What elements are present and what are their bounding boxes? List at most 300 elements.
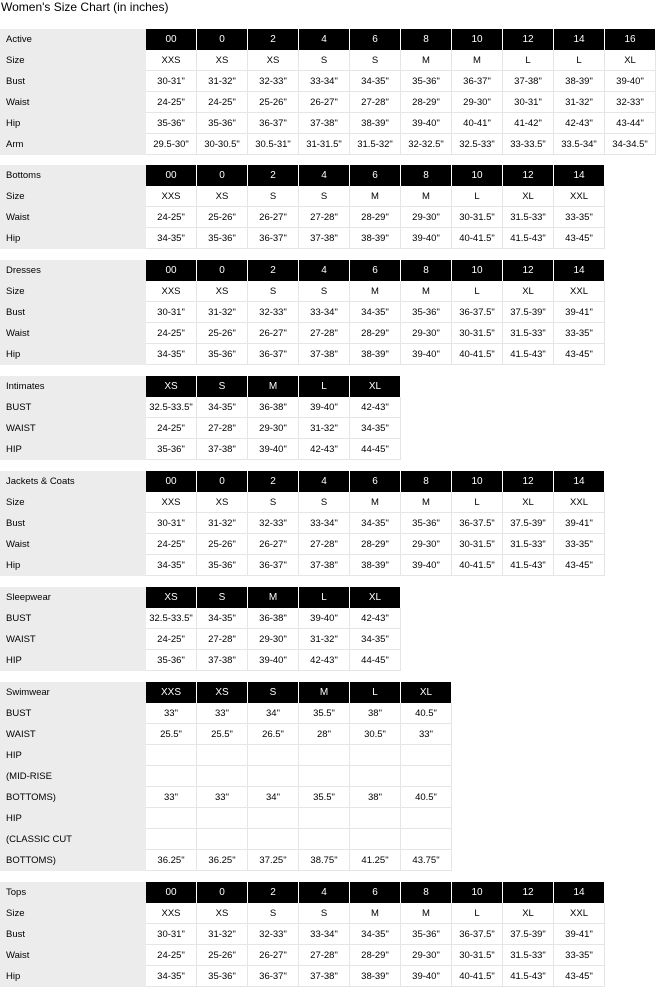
measurement-label: HIP: [0, 650, 146, 671]
size-header-cell: 14: [554, 471, 605, 492]
measurement-cell: 37-38": [299, 966, 350, 987]
measurement-label: Bust: [0, 71, 146, 92]
measurement-cell: 38": [350, 703, 401, 724]
size-header-cell: XXS: [146, 682, 197, 703]
measurement-cell: 24-25": [146, 534, 197, 555]
measurement-label: BUST: [0, 703, 146, 724]
measurement-cell: 29.5-30": [146, 134, 197, 155]
measurement-cell: [197, 745, 248, 766]
measurement-cell: 37.5-39": [503, 513, 554, 534]
measurement-cell: 35-36": [197, 228, 248, 249]
measurement-label: WAIST: [0, 418, 146, 439]
measurement-cell: 24-25": [146, 629, 197, 650]
measurement-cell: 31.5-33": [503, 207, 554, 228]
measurement-cell: 33-35": [554, 534, 605, 555]
measurement-cell: 36-37": [248, 113, 299, 134]
measurement-cell: 35-36": [401, 71, 452, 92]
measurement-cell: 33-34": [299, 71, 350, 92]
measurement-cell: 34-35": [350, 513, 401, 534]
measurement-cell: 38-39": [350, 966, 401, 987]
measurement-cell: 32.5-33.5": [146, 608, 197, 629]
measurement-cell: 42-43": [350, 608, 401, 629]
measurement-cell: 37-38": [299, 113, 350, 134]
measurement-cell: 29-30": [401, 323, 452, 344]
size-header-cell: L: [299, 587, 350, 608]
measurement-cell: 27-28": [197, 418, 248, 439]
size-header-cell: 6: [350, 471, 401, 492]
measurement-cell: 33": [146, 703, 197, 724]
measurement-cell: 38": [350, 787, 401, 808]
measurement-cell: 34": [248, 703, 299, 724]
size-header-cell: 10: [452, 29, 503, 50]
measurement-cell: 38.75": [299, 850, 350, 871]
measurement-cell: 44-45": [350, 439, 401, 460]
size-header-cell: L: [299, 376, 350, 397]
measurement-cell: 25-26": [197, 207, 248, 228]
measurement-label: Hip: [0, 555, 146, 576]
measurement-cell: 33-34": [299, 302, 350, 323]
measurement-cell: 30-30.5": [197, 134, 248, 155]
measurement-cell: 37.5-39": [503, 924, 554, 945]
measurement-cell: 27-28": [350, 92, 401, 113]
measurement-label: Waist: [0, 92, 146, 113]
measurement-cell: M: [350, 281, 401, 302]
measurement-cell: 34-35": [350, 71, 401, 92]
measurement-cell: 39-40": [248, 439, 299, 460]
measurement-cell: 31.5-33": [503, 323, 554, 344]
measurement-cell: 43.75": [401, 850, 452, 871]
measurement-cell: 35-36": [197, 113, 248, 134]
measurement-cell: 26-27": [248, 207, 299, 228]
measurement-cell: 29-30": [401, 945, 452, 966]
measurement-cell: 26-27": [248, 945, 299, 966]
measurement-cell: S: [299, 903, 350, 924]
measurement-cell: 27-28": [299, 207, 350, 228]
measurement-cell: 39-41": [554, 302, 605, 323]
measurement-cell: 33-35": [554, 323, 605, 344]
size-header-cell: XS: [146, 587, 197, 608]
measurement-cell: [146, 829, 197, 850]
measurement-label: BOTTOMS): [0, 850, 146, 871]
measurement-cell: [401, 829, 452, 850]
measurement-cell: 43-45": [554, 555, 605, 576]
measurement-cell: 33.5-34": [554, 134, 605, 155]
measurement-cell: XL: [503, 903, 554, 924]
measurement-cell: 39-40": [299, 608, 350, 629]
measurement-cell: 30-31.5": [452, 323, 503, 344]
size-header-cell: 10: [452, 471, 503, 492]
measurement-cell: [197, 766, 248, 787]
measurement-cell: 33": [197, 703, 248, 724]
measurement-cell: 37-38": [299, 344, 350, 365]
measurement-cell: XXL: [554, 281, 605, 302]
measurement-cell: 31-32": [197, 513, 248, 534]
measurement-cell: S: [248, 281, 299, 302]
size-header-cell: 8: [401, 471, 452, 492]
measurement-cell: XL: [503, 492, 554, 513]
measurement-cell: 29-30": [248, 418, 299, 439]
measurement-cell: 37-38": [299, 228, 350, 249]
size-header-cell: 12: [503, 165, 554, 186]
size-header-cell: XS: [146, 376, 197, 397]
measurement-label: Hip: [0, 966, 146, 987]
measurement-cell: 28-29": [350, 534, 401, 555]
measurement-cell: 43-45": [554, 228, 605, 249]
measurement-cell: 44-45": [350, 650, 401, 671]
measurement-cell: [248, 808, 299, 829]
measurement-label: Waist: [0, 323, 146, 344]
size-header-cell: 14: [554, 260, 605, 281]
measurement-cell: 34-35": [197, 397, 248, 418]
measurement-label: BOTTOMS): [0, 787, 146, 808]
measurement-cell: 33-35": [554, 945, 605, 966]
size-header-cell: M: [248, 376, 299, 397]
measurement-cell: 32-33": [248, 302, 299, 323]
measurement-cell: 24-25": [146, 418, 197, 439]
measurement-label: Bust: [0, 513, 146, 534]
measurement-cell: XXS: [146, 492, 197, 513]
measurement-cell: [146, 745, 197, 766]
measurement-cell: 32.5-33": [452, 134, 503, 155]
size-header-cell: 2: [248, 165, 299, 186]
measurement-cell: 36-37": [248, 344, 299, 365]
size-header-cell: 14: [554, 882, 605, 903]
size-header-cell: 2: [248, 260, 299, 281]
measurement-cell: 30-31": [146, 924, 197, 945]
size-header-cell: 10: [452, 882, 503, 903]
measurement-cell: M: [401, 186, 452, 207]
measurement-cell: 31-32": [554, 92, 605, 113]
measurement-cell: S: [350, 50, 401, 71]
measurement-cell: 35-36": [401, 302, 452, 323]
measurement-cell: 36-38": [248, 608, 299, 629]
measurement-cell: M: [350, 186, 401, 207]
measurement-cell: XS: [197, 492, 248, 513]
measurement-cell: 39-40": [299, 397, 350, 418]
measurement-cell: 33-34": [299, 513, 350, 534]
measurement-cell: 31.5-32": [350, 134, 401, 155]
measurement-cell: 39-40": [248, 650, 299, 671]
size-header-cell: 2: [248, 29, 299, 50]
measurement-cell: 30-31": [146, 71, 197, 92]
measurement-label: Bust: [0, 302, 146, 323]
measurement-label: BUST: [0, 397, 146, 418]
measurement-label: Hip: [0, 113, 146, 134]
size-header-cell: XL: [401, 682, 452, 703]
measurement-cell: 34-35": [350, 629, 401, 650]
measurement-cell: 28-29": [350, 945, 401, 966]
size-header-cell: 6: [350, 165, 401, 186]
measurement-cell: 36-37": [452, 71, 503, 92]
measurement-cell: 34-35": [197, 608, 248, 629]
measurement-cell: 37.25": [248, 850, 299, 871]
measurement-cell: 31-32": [197, 924, 248, 945]
size-header-cell: 4: [299, 260, 350, 281]
measurement-cell: [197, 829, 248, 850]
measurement-cell: XS: [197, 903, 248, 924]
size-header-cell: 00: [146, 882, 197, 903]
size-header-cell: 00: [146, 260, 197, 281]
measurement-cell: 30-31.5": [452, 945, 503, 966]
measurement-label: Size: [0, 281, 146, 302]
measurement-cell: 28-29": [401, 92, 452, 113]
measurement-label: HIP: [0, 439, 146, 460]
measurement-cell: 36-38": [248, 397, 299, 418]
measurement-cell: XXS: [146, 186, 197, 207]
measurement-cell: S: [248, 186, 299, 207]
size-header-cell: 00: [146, 471, 197, 492]
measurement-cell: 32-33": [248, 513, 299, 534]
measurement-cell: [197, 808, 248, 829]
measurement-cell: M: [401, 281, 452, 302]
measurement-cell: 38-39": [554, 71, 605, 92]
measurement-cell: 38-39": [350, 228, 401, 249]
measurement-cell: 29-30": [401, 534, 452, 555]
measurement-label: Bust: [0, 924, 146, 945]
measurement-cell: [299, 808, 350, 829]
size-header-cell: 2: [248, 471, 299, 492]
measurement-cell: XXS: [146, 281, 197, 302]
measurement-cell: 35-36": [146, 439, 197, 460]
size-header-cell: 12: [503, 260, 554, 281]
measurement-cell: 24-25": [146, 92, 197, 113]
size-header-cell: 8: [401, 165, 452, 186]
measurement-cell: M: [401, 492, 452, 513]
size-header-cell: 2: [248, 882, 299, 903]
measurement-cell: 29-30": [248, 629, 299, 650]
measurement-cell: 40.5": [401, 787, 452, 808]
measurement-cell: XXS: [146, 903, 197, 924]
size-header-cell: 10: [452, 260, 503, 281]
page-title: Women's Size Chart (in inches): [1, 0, 169, 14]
size-header-cell: 8: [401, 29, 452, 50]
measurement-cell: M: [350, 903, 401, 924]
measurement-cell: 41-42": [503, 113, 554, 134]
measurement-cell: 30-31": [146, 302, 197, 323]
measurement-cell: 37-38": [299, 555, 350, 576]
measurement-cell: 31-31.5": [299, 134, 350, 155]
measurement-cell: 31-32": [197, 71, 248, 92]
measurement-cell: 35-36": [197, 344, 248, 365]
measurement-cell: 40-41": [452, 113, 503, 134]
category-name: Dresses: [0, 260, 146, 281]
measurement-cell: 30-31": [146, 513, 197, 534]
category-name: Sleepwear: [0, 587, 146, 608]
measurement-cell: L: [452, 281, 503, 302]
measurement-cell: XXS: [146, 50, 197, 71]
size-header-cell: 4: [299, 29, 350, 50]
measurement-cell: 36-37": [248, 555, 299, 576]
size-header-cell: S: [248, 682, 299, 703]
size-header-cell: 14: [554, 29, 605, 50]
measurement-cell: 42-43": [299, 439, 350, 460]
measurement-cell: 26.5": [248, 724, 299, 745]
measurement-cell: 38-39": [350, 113, 401, 134]
size-header-cell: 00: [146, 165, 197, 186]
measurement-cell: XXL: [554, 903, 605, 924]
measurement-cell: 35-36": [146, 113, 197, 134]
measurement-cell: 28": [299, 724, 350, 745]
measurement-cell: XS: [197, 186, 248, 207]
measurement-cell: 32.5-33.5": [146, 397, 197, 418]
measurement-cell: [401, 766, 452, 787]
size-header-cell: 4: [299, 165, 350, 186]
measurement-cell: 26-27": [248, 534, 299, 555]
measurement-cell: XS: [197, 281, 248, 302]
measurement-cell: 43-44": [605, 113, 656, 134]
measurement-cell: 38-39": [350, 344, 401, 365]
measurement-cell: [350, 766, 401, 787]
size-header-cell: S: [197, 587, 248, 608]
measurement-cell: 24-25": [146, 945, 197, 966]
size-header-cell: 8: [401, 882, 452, 903]
measurement-cell: 35-36": [401, 924, 452, 945]
measurement-cell: XL: [605, 50, 656, 71]
measurement-cell: 37.5-39": [503, 302, 554, 323]
measurement-cell: L: [452, 492, 503, 513]
measurement-cell: 28-29": [350, 207, 401, 228]
category-name: Intimates: [0, 376, 146, 397]
measurement-cell: 27-28": [299, 323, 350, 344]
size-header-cell: 0: [197, 165, 248, 186]
measurement-label: Size: [0, 186, 146, 207]
measurement-cell: 39-41": [554, 924, 605, 945]
measurement-cell: [248, 829, 299, 850]
measurement-cell: [146, 808, 197, 829]
measurement-cell: 31-32": [299, 629, 350, 650]
measurement-cell: [299, 829, 350, 850]
measurement-cell: L: [503, 50, 554, 71]
measurement-cell: 34-35": [350, 418, 401, 439]
measurement-cell: [299, 745, 350, 766]
measurement-cell: 25.5": [197, 724, 248, 745]
measurement-cell: 43-45": [554, 966, 605, 987]
size-header-cell: 0: [197, 471, 248, 492]
measurement-cell: 42-43": [299, 650, 350, 671]
measurement-cell: 25-26": [197, 323, 248, 344]
size-header-cell: 12: [503, 29, 554, 50]
measurement-cell: 36.25": [146, 850, 197, 871]
measurement-label: BUST: [0, 608, 146, 629]
measurement-cell: [248, 745, 299, 766]
measurement-label: WAIST: [0, 724, 146, 745]
measurement-cell: 30.5": [350, 724, 401, 745]
measurement-cell: 31-32": [197, 302, 248, 323]
measurement-cell: 34-35": [350, 924, 401, 945]
measurement-cell: 34-35": [146, 344, 197, 365]
measurement-label: Waist: [0, 534, 146, 555]
measurement-cell: M: [350, 492, 401, 513]
measurement-cell: 36.25": [197, 850, 248, 871]
measurement-cell: 31.5-33": [503, 945, 554, 966]
measurement-cell: 40-41.5": [452, 966, 503, 987]
measurement-cell: 39-40": [401, 228, 452, 249]
size-header-cell: XL: [350, 587, 401, 608]
measurement-cell: 25-26": [197, 945, 248, 966]
size-header-cell: 0: [197, 882, 248, 903]
measurement-cell: [401, 808, 452, 829]
measurement-label: (MID-RISE: [0, 766, 146, 787]
measurement-cell: 36-37.5": [452, 924, 503, 945]
measurement-cell: S: [248, 903, 299, 924]
measurement-cell: 37-38": [503, 71, 554, 92]
measurement-cell: S: [299, 281, 350, 302]
measurement-cell: 41.5-43": [503, 228, 554, 249]
measurement-cell: S: [299, 492, 350, 513]
measurement-cell: [146, 766, 197, 787]
measurement-cell: 35.5": [299, 703, 350, 724]
size-header-cell: XL: [350, 376, 401, 397]
size-header-cell: 4: [299, 882, 350, 903]
measurement-cell: 31-32": [299, 418, 350, 439]
measurement-cell: 33": [146, 787, 197, 808]
category-name: Active: [0, 29, 146, 50]
measurement-cell: 39-40": [401, 344, 452, 365]
measurement-cell: 36-37": [248, 966, 299, 987]
measurement-label: Size: [0, 903, 146, 924]
measurement-cell: 33": [401, 724, 452, 745]
measurement-cell: 24-25": [197, 92, 248, 113]
size-header-cell: 8: [401, 260, 452, 281]
size-header-cell: 12: [503, 882, 554, 903]
measurement-label: Size: [0, 50, 146, 71]
size-header-cell: L: [350, 682, 401, 703]
measurement-cell: 30-31": [503, 92, 554, 113]
size-header-cell: 6: [350, 882, 401, 903]
measurement-cell: 33-33.5": [503, 134, 554, 155]
measurement-cell: 40-41.5": [452, 228, 503, 249]
size-header-cell: M: [299, 682, 350, 703]
measurement-label: HIP: [0, 745, 146, 766]
measurement-cell: 41.25": [350, 850, 401, 871]
size-header-cell: S: [197, 376, 248, 397]
measurement-cell: 34": [248, 787, 299, 808]
measurement-cell: [350, 808, 401, 829]
measurement-cell: 33-35": [554, 207, 605, 228]
measurement-label: WAIST: [0, 629, 146, 650]
measurement-cell: L: [554, 50, 605, 71]
measurement-cell: 36-37.5": [452, 513, 503, 534]
measurement-cell: M: [401, 50, 452, 71]
measurement-label: Size: [0, 492, 146, 513]
measurement-cell: 37-38": [197, 439, 248, 460]
measurement-label: Waist: [0, 945, 146, 966]
measurement-cell: 42-43": [350, 397, 401, 418]
measurement-label: (CLASSIC CUT: [0, 829, 146, 850]
measurement-cell: 35-36": [146, 650, 197, 671]
measurement-cell: 43-45": [554, 344, 605, 365]
size-header-cell: M: [248, 587, 299, 608]
measurement-cell: 40.5": [401, 703, 452, 724]
measurement-cell: 33": [197, 787, 248, 808]
measurement-cell: XS: [248, 50, 299, 71]
measurement-cell: S: [248, 492, 299, 513]
measurement-cell: 37-38": [197, 650, 248, 671]
size-header-cell: XS: [197, 682, 248, 703]
measurement-cell: 42-43": [554, 113, 605, 134]
measurement-cell: 26-27": [248, 323, 299, 344]
measurement-cell: 39-41": [554, 513, 605, 534]
measurement-cell: 30-31.5": [452, 534, 503, 555]
measurement-cell: 30-31.5": [452, 207, 503, 228]
measurement-cell: 34-35": [146, 228, 197, 249]
measurement-cell: 40-41.5": [452, 344, 503, 365]
measurement-cell: 27-28": [197, 629, 248, 650]
measurement-cell: 26-27": [299, 92, 350, 113]
measurement-cell: [248, 766, 299, 787]
measurement-cell: M: [452, 50, 503, 71]
measurement-cell: L: [452, 903, 503, 924]
